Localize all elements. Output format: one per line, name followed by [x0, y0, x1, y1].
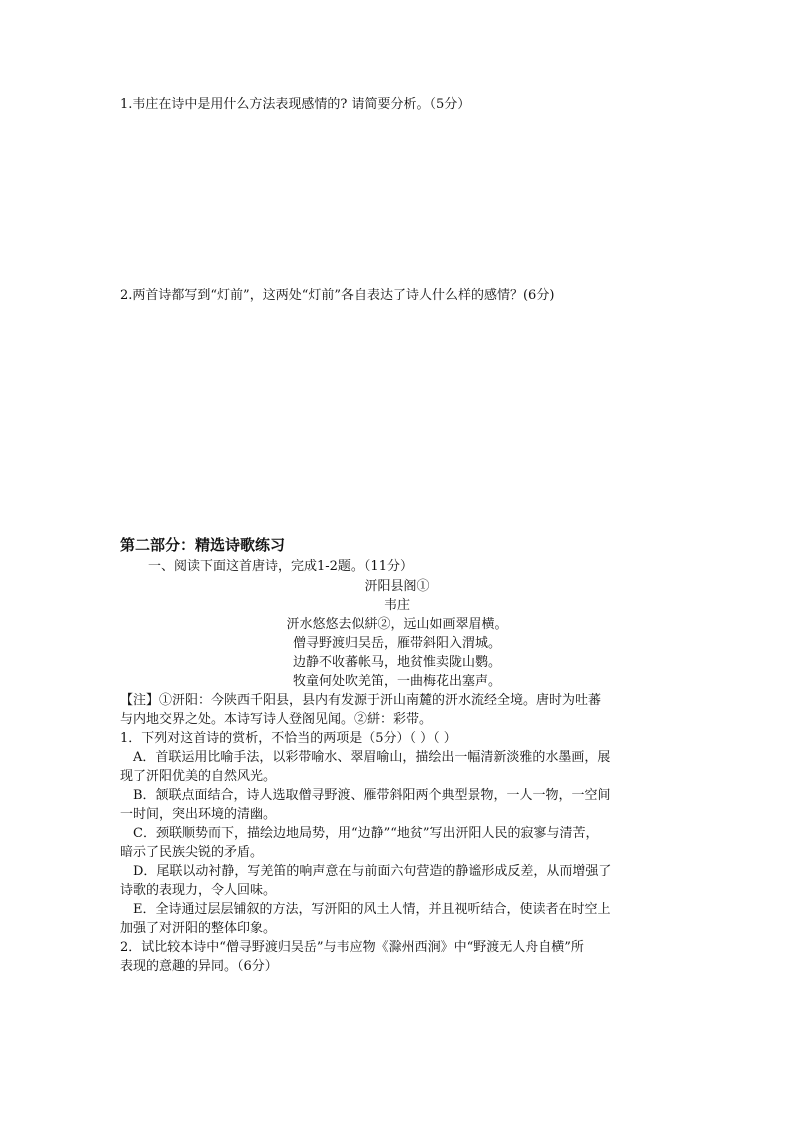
option-c: C．颈联顺势而下，描绘边地局势，用“边静”“地贫”写出汧阳人民的寂寥与清苦， — [133, 826, 599, 841]
note-line: 与内地交界之处。本诗写诗人登阁见闻。②絣：彩带。 — [120, 712, 433, 727]
poem-line: 边静不收蕃帐马，地贫惟卖陇山鹦。 — [292, 655, 501, 670]
poem-line: 牧童何处吹羌笛，一曲梅花出塞声。 — [292, 674, 501, 689]
exercise-question-1: 1．下列对这首诗的赏析，不恰当的两项是（5分）（ ）（ ） — [120, 731, 457, 746]
note-line: 【注】①汧阳：今陕西千阳县，县内有发源于汧山南麓的汧水流经全境。唐时为吐蕃 — [120, 693, 602, 708]
section-heading: 第二部分：精选诗歌练习 — [120, 536, 286, 554]
poem-author: 韦庄 — [383, 598, 410, 613]
poem-line: 僧寻野渡归吴岳，雁带斜阳入渭城。 — [292, 636, 501, 651]
option-d: D．尾联以动衬静，写羌笛的响声意在与前面六句营造的静谧形成反差，从而增强了 — [133, 864, 612, 879]
option-a-cont: 现了汧阳优美的自然风光。 — [120, 769, 277, 784]
option-b-cont: 一时间，突出环境的清幽。 — [120, 807, 277, 822]
section-intro: 一、阅读下面这首唐诗，完成1-2题。（11分） — [148, 559, 413, 574]
option-e-cont: 加强了对汧阳的整体印象。 — [120, 921, 277, 936]
exercise-question-2-cont: 表现的意趣的异同。（6分） — [120, 959, 278, 974]
option-e: E．全诗通过层层铺叙的方法，写汧阳的风土人情，并且视听结合，使读者在时空上 — [133, 902, 611, 917]
question-1: 1.韦庄在诗中是用什么方法表现感情的? 请简要分析。（5分） — [120, 97, 471, 112]
option-a: A．首联运用比喻手法，以彩带喻水、翠眉喻山，描绘出一幅清新淡雅的水墨画，展 — [133, 750, 611, 765]
option-b: B．颔联点面结合，诗人选取僧寻野渡、雁带斜阳两个典型景物，一人一物，一空间 — [133, 788, 611, 803]
option-c-cont: 暗示了民族尖锐的矛盾。 — [120, 845, 264, 860]
question-2: 2.两首诗都写到“灯前”，这两处“灯前”各自表达了诗人什么样的感情？(6分) — [120, 288, 555, 303]
exercise-question-2: 2．试比较本诗中“僧寻野渡归吴岳”与韦应物《滁州西涧》中“野渡无人舟自横”所 — [120, 940, 584, 955]
poem-title: 汧阳县阁① — [364, 579, 430, 594]
option-d-cont: 诗歌的表现力，令人回味。 — [120, 883, 277, 898]
poem-line: 汧水悠悠去似絣②，远山如画翠眉横。 — [286, 617, 508, 632]
